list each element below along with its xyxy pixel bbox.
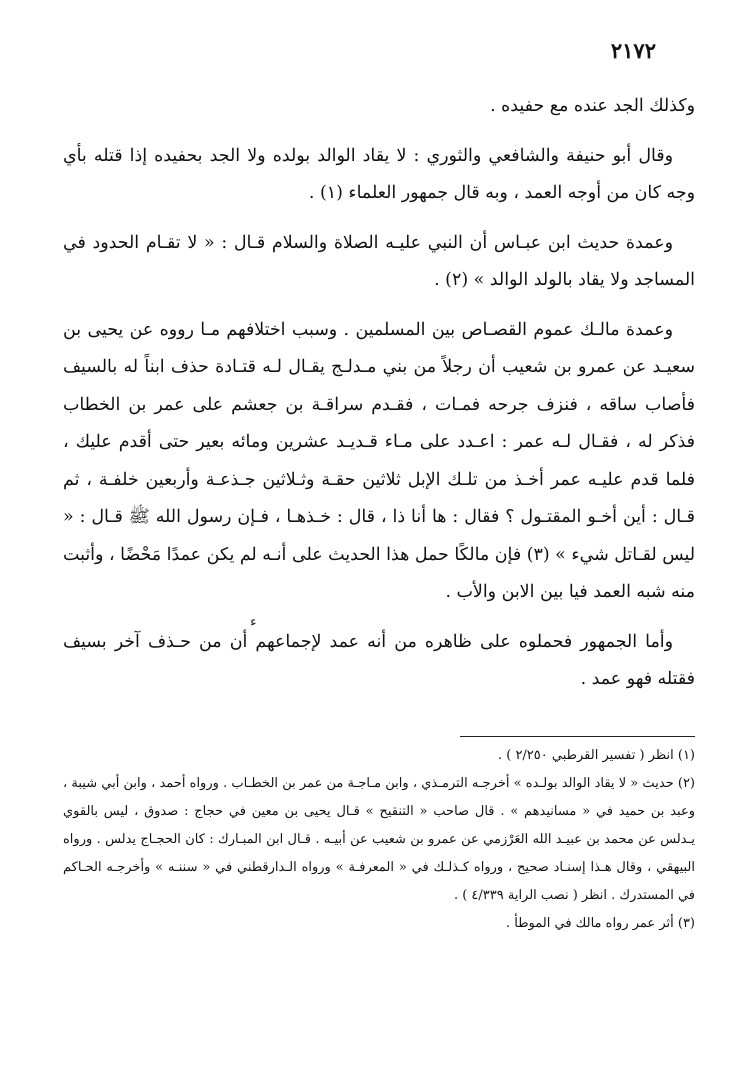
stray-ink-mark: ء: [250, 614, 257, 630]
footnote-1: (١) انظر ( تفسير القرطبي ٢/٢٥٠ ) .: [497, 748, 695, 763]
footnotes: [63, 742, 695, 938]
main-text: [63, 88, 695, 711]
page-number: ٢١٧٢: [610, 38, 656, 63]
paragraph-2: وقال أبو حنيفة والشافعي والثوري : لا يقاد الوالد بولده ولا الجد بحفيده إذا قتله بأي وجه كان من أوجه العمد ، وبه قال جمهور العلماء (١) .: [63, 145, 695, 203]
footnote-3: (٣) أثر عمر رواه مالك في الموطأ .: [505, 916, 695, 931]
paragraph-3: وعمدة حديث ابن عبـاس أن النبي عليـه الصلاة والسلام قـال : « لا تقـام الحدود في المساجد ولا يقاد بالولد الوالد » (٢) .: [63, 232, 695, 290]
paragraph-5: وأما الجمهور فحملوه على ظاهره من أنه عمد لإجماعهم أن من حـذف آخر بسيف فقتله فهو عمد .: [63, 631, 695, 689]
paragraph-4: وعمدة مالـك عموم القصـاص بين المسلمين . وسبب اختلافهم مـا رووه عن يحيى بن سعيـد عن عمرو بن شعيب أن رجلاً من بني مـدلـج يقـال لـه قتـادة حذف ابناً له بالسيف فأصاب ساقه ، فنزف جرحه فمـات ، فقـدم سراقـة بن جعشم على عمر بن الخطاب فذكر له ، فقـال لـه عمر : اعـدد على مـاء قـديـد عشرين ومائه بعير حتى أقدم عليك ، فلما قدم عليـه عمر أخـذ من تلـك الإبل ثلاثين حقـة وثـلاثين جـذعـة وأربعين خلفـة ، ثم قـال : أين أخـو المقتـول ؟ فقال : ها أنا ذا ، قال : خـذهـا ، فـإن رسول الله ﷺ قـال : « ليس لقـاتل شيء » (٣) فإن مالكًا حمل هذا الحديث على أنـه لم يكن عمدًا مَحْضًا ، وأثبت منه شبه العمد فيا بين الابن والأب .: [63, 319, 695, 602]
footnote-divider: [460, 736, 695, 737]
footnote-2: (٢) حديث « لا يقاد الوالد بولـده » أخرجـه الترمـذي ، وابن مـاجـة من عمر بن الخطـاب . ورواه أحمد ، وابن أبي شيبة ، وعبد بن حميد في « مسانيدهم » . قال صاحب « التنقيح » قـال يحيى بن معين في حجاج : صدوق ، ليس بالقوي يـدلس عن محمد بن عبيـد الله العَرْزمي عن عمرو بن شعيب عن أبيـه . قـال ابن المبـارك : كان الحجـاج يدلس . ورواه البيهقي ، وقال هـذا إسنـاد صحيح ، ورواه كـذلـك في « المعرفـة » ورواه الـدارقطني في « سننـه » وأخرجـه الحـاكم في المستدرك . انظر ( نصب الراية ٤/٣٣٩ ) .: [63, 776, 695, 903]
paragraph-1: وكذلك الجد عنده مع حفيده .: [490, 96, 695, 116]
